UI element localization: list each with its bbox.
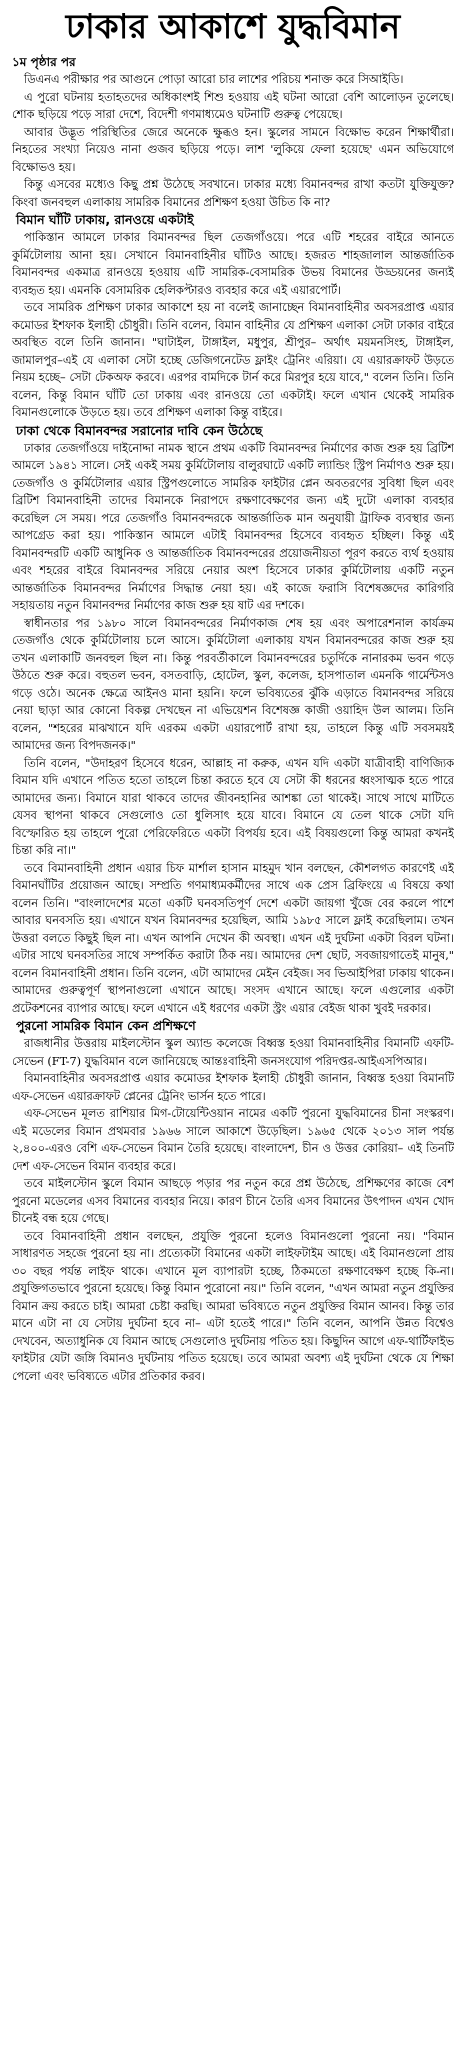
section-relocation xyxy=(12,440,454,1018)
paragraph: কিন্তু এসবের মধ্যেও কিছু প্রশ্ন উঠেছে সবখানে। ঢাকার মধ্যে বিমানবন্দর রাখা কতটা যুক্তিযুক্ত? কিংবা জনবহুল এলাকায় সামরিক বিমানের প্রশিক্ষণ হওয়া উচিত কি না? xyxy=(12,178,454,209)
paragraph: তবে সামরিক প্রশিক্ষণ ঢাকার আকাশে হয় না বলেই জানাচ্ছেন বিমানবাহিনীর অবসরপ্রাপ্ত এয়ার কমোডর ইশফাক ইলাহী চৌধুরী। তিনি বলেন, বিমান বাহিনীর যে প্রশিক্ষণ এলাকা সেটা ঢাকার বাইরে অবস্থিত বলে তিনি জানান। "ঘাটাইল, টাঙ্গাইল, মধুপুর, শ্রীপুর– অর্থাৎ ময়মনসিংহ, টাঙ্গাইল, জামালপুর–এই যে এলাকা সেটা হচ্ছে ডেজিগনেটেড ফ্লাইং ট্রেনিং এরিয়া। যে এয়ারক্রাফট উড়তে নিয়ম হচ্ছে– সেটা টেকঅফ করবে। এরপর বামদিকে টার্ন করে মিরপুর হয়ে যাবে," বলেন তিনি। তিনি বলেন, কিন্তু বিমান ঘাঁটি তো ঢাকায় এবং রানওয়ে তো একটাই। ফলে এখান থেকেই সামরিক বিমানগুলোকে উড়তে হয়। তবে প্রশিক্ষণ এলাকা কিন্তু বাইরে। xyxy=(12,301,454,419)
paragraph: ডিএনএ পরীক্ষার পর আগুনে পোড়া আরো চার লাশের পরিচয় শনাক্ত করে সিআইডি। xyxy=(24,73,404,86)
paragraph: তিনি বলেন, "উদাহরণ হিসেবে ধরেন, আল্লাহ না করুক, এখন যদি একটা যাত্রীবাহী বাণিজ্যিক বিমান যদি এখানে পতিত হতো তাহলে চিন্তা করতে হবে যে সেটা কী ধরনের ধ্বংসাত্মক হতে পারে আমাদের জন্য। বিমানে যারা থাকবে তাদের জীবনহানির আশঙ্কা তো থাকেই। সাথে সাথে মাটিতে যেসব স্থাপনা থাকবে সেগুলোও তো ধুলিসাৎ হয়ে যাবে। বিমানে যে তেল থাকে সেটা যদি বিস্ফোরিত হয় তাহলে পুরো পেরিফেরিতে একটা বিপর্যয় হবে। এই বিষয়গুলো কিন্তু আমরা কখনই চিন্তা করি না।" xyxy=(12,756,454,857)
paragraph: তবে বিমানবাহিনী প্রধান বলছেন, প্রযুক্তি পুরনো হলেও বিমানগুলো পুরনো নয়। "বিমান সাধারণত সহজে পুরনো হয় না। প্রত্যেকটা বিমানের একটা লাইফটাইম আছে। এই বিমানগুলো প্রায় ৩০ বছর পর্যন্ত লাইফ থাকে। এখানে মূল ব্যাপারটা হচ্ছে, ঠিকমতো রক্ষণাবেক্ষণ হচ্ছে কি-না। প্রযুক্তিগতভাবে পুরনো হয়েছে। কিন্তু বিমান পুরোনো নয়।" তিনি বলেন, "এখন আমরা নতুন প্রযুক্তির বিমান ক্রয় করতে চাই। আমরা চেষ্টা করছি। আমরা ভবিষ্যতে নতুন প্রযুক্তির বিমান আনব। কিন্তু তার মানে এটা না যে সেটায় দুর্ঘটনা হবে না– এটা হতেই পারে।" তিনি বলেন, আপনি উন্নত বিশ্বেও দেখবেন, অত্যাধুনিক যে বিমান আছে সেগুলোও দুর্ঘটনায় পতিত হয়। কিছুদিন আগে এফ-থার্টিফাইভ ফাইটার যেটা জঙ্গি বিমানও দুর্ঘটনায় পতিত হয়েছে। তবে আমরা অবশ্য এই দুর্ঘটনা থেকে যে শিক্ষা পেলো এবং ভবিষ্যতে এটার প্রতিকার করব। xyxy=(12,1229,454,1383)
paragraph: আবার উদ্ভূত পরিস্থিতির জেরে অনেকে ক্ষুব্ধও হন। স্কুলের সামনে বিক্ষোভ করেন শিক্ষার্থীরা। নিহতের সংখ্যা নিয়েও নানা গুজব ছড়িয়ে পড়ে। লাশ 'লুকিয়ে ফেলা হয়েছে' এমন অভিযোগে বিক্ষোভও হয়। xyxy=(12,125,454,174)
paragraph: এ পুরো ঘটনায় হতাহতদের অধিকাংশই শিশু হওয়ায় এই ঘটনা আরো বেশি আলোড়ন তুলেছে। শোক ছড়িয়ে পড়ে সারা দেশে, বিদেশী গণমাধ্যমেও ঘটনাটি গুরুত্ব পেয়েছে। xyxy=(12,90,454,121)
paragraph: স্বাধীনতার পর ১৯৮০ সালে বিমানবন্দরের নির্মাণকাজ শেষ হয় এবং অপারেশনাল কার্যক্রম তেজগাঁও থেকে কুর্মিটোলায় চলে আসে। কুর্মিটোলা এলাকায় যখন বিমানবন্দরের কাজ শুরু হয় তখন এলাকাটি জনবহুল ছিল না। কিন্তু পরবর্তীকালে বিমানবন্দরের চতুর্দিকে নানারকম ভবন গড়ে উঠতে শুরু করে। বহুতল ভবন, বসতবাড়ি, হোটেল, স্কুল, কলেজ, হাসপাতাল এমনকি গার্মেন্টসও গড়ে ওঠে। অনেক ক্ষেত্রে আইনও মানা হয়নি। ফলে ভবিষ্যতের ঝুঁকি এড়াতে বিমানবন্দর সরিয়ে নেয়া ছাড়া আর কোনো বিকল্প দেখছেন না এভিয়েশন বিশেষজ্ঞ কাজী ওয়াহিদ উল আলম। তিনি বলেন, "শহরের মাঝখানে যদি এরকম একটা এয়ারপোর্ট রাখা হয়, তাহলে কিন্তু এটি সবসময়ই আমাদের জন্য বিপদজনক।" xyxy=(12,616,454,752)
headline: ঢাকার আকাশে যুদ্ধবিমান xyxy=(65,7,401,47)
section-intro xyxy=(12,71,454,211)
paragraph: তবে মাইলস্টোন স্কুলে বিমান আছড়ে পড়ার পর নতুন করে প্রশ্ন উঠেছে, প্রশিক্ষণের কাজে বেশ পুরনো মডেলের এসব বিমানের ব্যবহার নিয়ে। কারণ চীনে তৈরি এসব বিমানের উৎপাদন এখন খোদ চীনেই বন্ধ হয়ে গেছে। xyxy=(12,1177,454,1225)
subheading: ঢাকা থেকে বিমানবন্দর সরানোর দাবি কেন উঠেছে xyxy=(16,422,263,438)
paragraph: তবে বিমানবাহিনী প্রধান এয়ার চিফ মার্শাল হাসান মাহমুদ খান বলছেন, কৌশলগত কারণেই এই বিমানঘাঁটির প্রয়োজন আছে। সম্প্রতি গণমাধ্যমকর্মীদের সাথে এক প্রেস ব্রিফিংয়ে এ বিষয়ে কথা বলেন তিনি। "বাংলাদেশের মতো একটি ঘনবসতিপূর্ণ দেশে একটা জায়গা খুঁজে বের করলে পাশে আবার ঘনবসতি হয়। এখানে যখন বিমানবন্দর হয়েছিল, আমি ১৯৮৫ সালে ফ্লাই করেছিলাম। তখন উত্তরা বলতে কিছুই ছিল না। এখন আপনি দেখেন কী অবস্থা। এখন এই দুর্ঘটনা একটা বিরল ঘটনা। এটার সাথে ঘনবসতির সাথে সম্পর্কিত করাটা ঠিক নয়। আমাদের দেশ ছোট, সবজায়গাতেই মানুষ," বলেন বিমানবাহিনী প্রধান। তিনি বলেন, এটা আমাদের মেইন বেইজ। সব ভিআইপিরা ঢাকায় থাকেন। আমাদের গুরুত্বপূর্ণ স্থাপনাগুলো এখানে আছে। সংসদ এখানে আছে। ফলে এগুলোর একটা প্রটেকশনের ব্যাপার আছে। ফলে এখানে এই ধরণের একটা স্ট্রং এয়ার বেইজ থাকা খুবই দরকার। xyxy=(12,861,454,1015)
section-old-aircraft xyxy=(12,1035,454,1385)
paragraph: ঢাকার তেজগাঁওয়ে দাইনোদ্দা নামক স্থানে প্রথম একটি বিমানবন্দর নির্মাণের কাজ শুরু হয় ব্রিটিশ আমলে ১৯৪১ সালে। সেই একই সময় কুর্মিটোলায় বালুরঘাটে একটি ল্যান্ডিং স্ট্রিপ নির্মাণও শুরু হয়। তেজগাঁও ও কুর্মিটোলার এয়ার স্ট্রিপগুলোতে সামরিক ফাইটার প্লেন অবতরণের সুবিধা ছিল এবং ব্রিটিশ বিমানবাহিনী তাদের বিমানকে নিরাপদে রক্ষণাবেক্ষণের জন্য এই দুটো এলাকা ব্যবহার করেছিল সে সময়। পরে তেজগাঁও বিমানবন্দরকে আন্তর্জাতিক মান অনুযায়ী ট্রাফিক ব্যবস্থার জন্য আপগ্রেড করা হয়। পাকিস্তান আমলে এটাই বিমানবন্দর হিসেবে ব্যবহৃত হচ্ছিল। কিন্তু এই বিমানবন্দরটি একটি আধুনিক ও আন্তর্জাতিক বিমানবন্দরের প্রয়োজনীয়তা পূরণ করতে ব্যর্থ হওয়ায় এবং শহরের বাইরে বিমানবন্দর সরিয়ে নেয়ার অংশ হিসেবে ঢাকার কুর্মিটোলায় একটি নতুন আন্তর্জাতিক বিমানবন্দর নির্মাণের সিদ্ধান্ত নেয়া হয়। এই কাজে ফরাসি বিশেষজ্ঞদের কারিগরি সহায়তায় নতুন বিমানবন্দর নির্মাণের কাজ শুরু হয় ষাট এর দশকে। xyxy=(12,441,454,612)
paragraph: রাজধানীর উত্তরায় মাইলস্টোন স্কুল অ্যান্ড কলেজে বিধ্বস্ত হওয়া বিমানবাহিনীর বিমানটি এফটি-সেভেন (FT-7) যুদ্ধবিমান বলে জানিয়েছে আন্তঃবাহিনী জনসংযোগ পরিদপ্তর-আইএসপিআর। xyxy=(12,1037,454,1068)
section-airbase xyxy=(12,229,454,422)
subheading: পুরনো সামরিক বিমান কেন প্রশিক্ষণে xyxy=(16,1018,196,1033)
paragraph: পাকিস্তান আমলে ঢাকার বিমানবন্দর ছিল তেজগাঁওয়ে। পরে এটি শহরের বাইরে আনতে কুর্মিটোলায় আনা হয়। সেখানে বিমানবাহিনীর ঘাঁটিও আছে। হজরত শাহজালাল আন্তর্জাতিক বিমানবন্দর একমাত্র রানওয়ে হওয়ায় এটি সামরিক-বেসামরিক উভয় বিমানের উড্ডয়নের জন্যই ব্যবহৃত হয়। এমনকি বেসামরিক হেলিকপ্টারও ব্যবহার করে এই এয়ারপোর্ট। xyxy=(12,231,454,297)
paragraph: বিমানবাহিনীর অবসরপ্রাপ্ত এয়ার কমোডর ইশফাক ইলাহী চৌধুরী জানান, বিধ্বস্ত হওয়া বিমানটি এফ-সেভেন এয়ারক্রাফট প্লেনের ট্রেনিং ভার্সন হতে পারে। xyxy=(12,1072,454,1103)
paragraph: এফ-সেভেন মূলত রাশিয়ার মিগ-টোয়েন্টিওয়ান নামের একটি পুরনো যুদ্ধবিমানের চীনা সংস্করণ। এই মডেলের বিমান প্রথমবার ১৯৬৬ সালে আকাশে উড়েছিল। ১৯৬৫ থেকে ২০১৩ সাল পর্যন্ত ২,৪০০-এরও বেশি এফ-সেভেন বিমান তৈরি হয়েছে। বাংলাদেশ, চীন ও উত্তর কোরিয়া– এই তিনটি দেশ এফ-সেভেন বিমান ব্যবহার করে। xyxy=(12,1107,454,1173)
subheading: বিমান ঘাঁটি ঢাকায়, রানওয়ে একটাই xyxy=(16,212,194,227)
continued-label: ১ম পৃষ্ঠার পর xyxy=(12,55,76,69)
